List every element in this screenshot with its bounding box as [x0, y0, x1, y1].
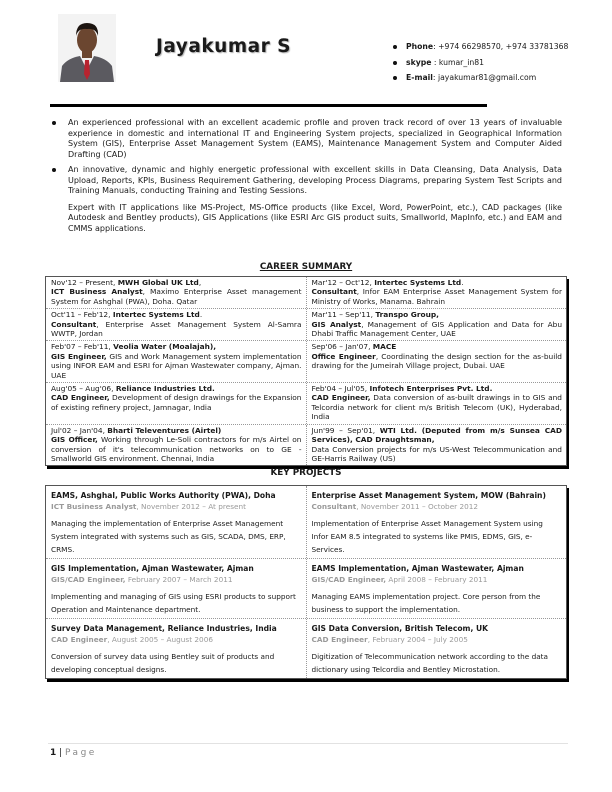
project-title: EAMS Implementation, Ajman Wastewater, Ajman [311, 564, 524, 573]
project-role: GIS/CAD Engineer, [51, 575, 126, 584]
project-dates: February 2007 – March 2011 [125, 575, 233, 584]
footer-divider [48, 743, 568, 744]
project-role: Consultant [311, 502, 357, 511]
career-entry [46, 383, 307, 424]
job-description: GIS and Work Management system implementation using INFOR EAM and ESRI for Ajman Wastewater company, Ajman. UAE [51, 351, 302, 380]
company-name: MWH Global UK Ltd [117, 278, 199, 287]
profile-summary [50, 118, 562, 234]
project-title: Enterprise Asset Management System, MOW (Bahrain) [311, 491, 546, 500]
profile-photo [58, 14, 116, 82]
contact-list [392, 42, 568, 89]
skype-label: skype [406, 57, 432, 67]
company-punct: . [461, 278, 464, 287]
project-title: Survey Data Management, Reliance Industries, India [51, 624, 277, 633]
project-role: CAD Engineer [311, 635, 368, 644]
job-description: Working through Le-Soli contractors for m/s Airtel on conversion of it's telecommunication networks on to GE - Smallworld GIS environment. Chennai, India [51, 435, 302, 463]
company-name: Infotech Enterprises Pvt. Ltd. [369, 384, 493, 394]
company-name: WTI Ltd. (Deputed from m/s Sunsea CAD Services), CAD Draughtsman, [311, 425, 562, 445]
project-description: Conversion of survey data using Bentley suit of products and developing conceptual designs. [51, 652, 275, 674]
contact-skype [392, 58, 568, 74]
project-entry [46, 559, 307, 618]
project-role: ICT Business Analyst [51, 502, 137, 511]
career-entry [307, 309, 567, 340]
project-dates: , November 2012 – At present [136, 502, 246, 511]
job-description: , Management of GIS Application and Data for Abu Dhabi Traffic Management Center, UAE [311, 319, 562, 339]
company-name: Bharti Televentures (Airtel) [107, 425, 222, 435]
project-role: CAD Engineer [51, 635, 108, 644]
career-summary-table [45, 276, 567, 466]
career-row [46, 341, 566, 383]
job-description: , Coordinating the design section for the as-build drawing for the Jumeirah Village project, Dubai. UAE [311, 351, 563, 371]
company-name: Transpo Group, [375, 310, 439, 320]
page-number: 1 [50, 748, 57, 758]
job-description: Development of design drawings for the Expansion of existing refinery project, Jamnagar, India [51, 393, 302, 412]
job-description: , Infor EAM Enterprise Asset Management System for Ministry of Works, Manama. Bahrain [311, 287, 562, 306]
project-role-line [51, 574, 301, 585]
career-entry [307, 425, 567, 466]
company-name: Intertec Systems Ltd [112, 310, 200, 320]
employment-period: Mar'11 – Sep'11, [311, 310, 376, 320]
company-punct: , [198, 278, 202, 287]
company-name: Reliance Industries Ltd. [115, 384, 215, 394]
career-entry [46, 425, 307, 466]
project-dates: , February 2004 – July 2005 [367, 635, 468, 644]
job-description: , Enterprise Asset Management System Al-Samra WWTP, Jordan [51, 319, 302, 339]
project-description: Implementing and managing of GIS using ESRI products to support Operation and Maintenance department. [51, 592, 296, 614]
project-role: GIS/CAD Engineer, [311, 575, 387, 584]
page-footer [50, 748, 97, 758]
project-row [46, 619, 566, 678]
employment-period: Oct'11 – Feb'12, [51, 310, 113, 320]
job-role: Consultant [311, 287, 357, 297]
skype-value: : kumar_in81 [431, 57, 484, 67]
career-entry [307, 277, 567, 308]
career-summary-heading: CAREER SUMMARY [259, 262, 353, 272]
summary-bullet: An innovative, dynamic and highly energetic professional with excellent skills in Data Cleansing, Data Analysis, Data Upload, Reports, KPIs, Business Requirement Gathering, developing Process Diagrams, preparing System Test Scripts and Training Manuals, conducting Training and Testing Sessions. [50, 165, 562, 197]
contact-phone [392, 42, 568, 58]
career-entry [46, 277, 307, 308]
company-name: MACE [372, 342, 397, 352]
project-description: Implementation of Enterprise Asset Management System using Infor EAM 8.5 integrated to systems like PMIS, EDMS, GIS, e-Services. [311, 519, 543, 554]
company-name: Intertec Systems Ltd [374, 278, 462, 287]
project-title: GIS Implementation, Ajman Wastewater, Ajman [51, 564, 254, 573]
job-description: Data Conversion projects for m/s US-West Telecommunication and GE-Harris Railway (US) [311, 444, 562, 463]
project-dates: April 2008 – February 2011 [386, 575, 488, 584]
summary-bullet: An experienced professional with an excellent academic profile and proven track record of over 13 years of invaluable experience in domestic and international IT and Engineering System projects, specialized in Geographical Information System (GIS), Enterprise Asset Management System (EAMS), Maintenance Management System and Computer Aided Drafting (CAD) [50, 118, 562, 160]
contact-email [392, 73, 568, 89]
email-value[interactable]: : jayakumar81@gmail.com [432, 73, 537, 82]
candidate-name: Jayakumar S [156, 36, 291, 57]
project-role-line [312, 634, 562, 645]
career-row [46, 383, 566, 425]
key-projects-table [45, 485, 567, 679]
project-dates: , August 2005 – August 2006 [107, 635, 213, 644]
career-entry [46, 341, 307, 382]
job-description: , Maximo Enterprise Asset management System for Ashghal (PWA), Doha. Qatar [51, 287, 302, 306]
employment-period: Sep'06 – Jan'07, [311, 342, 373, 352]
employment-period: Feb'07 – Feb'11, [51, 342, 114, 352]
employment-period: Feb'04 – Jul'05, [311, 384, 370, 394]
job-role: GIS Analyst [311, 319, 362, 329]
project-entry [307, 486, 567, 558]
project-entry [307, 619, 567, 678]
footer-separator: | [56, 748, 66, 758]
employment-period: Mar'12 – Oct'12, [311, 278, 375, 287]
project-role-line [51, 501, 301, 512]
career-entry [46, 309, 307, 340]
job-role: GIS Officer, [51, 435, 98, 445]
project-entry [46, 619, 307, 678]
employment-period: Aug'05 – Aug'06, [51, 384, 116, 394]
company-name: Veolia Water (Moalajah), [113, 342, 217, 352]
project-role-line [312, 501, 562, 512]
page-label: Page [65, 748, 97, 758]
project-title: GIS Data Conversion, British Telecom, UK [311, 624, 489, 633]
job-role: CAD Engineer, [51, 393, 110, 403]
project-entry [46, 486, 307, 558]
career-entry [307, 383, 567, 424]
project-description: Digitization of Telecommunication network according to the data dictionary using Telcordia and Bentley Microstation. [311, 652, 549, 674]
career-row [46, 277, 566, 309]
job-role: GIS Engineer, [51, 351, 107, 361]
employment-period: Jul'02 – Jan'04, [51, 425, 108, 435]
job-role: Consultant [51, 319, 97, 329]
project-row [46, 486, 566, 559]
header-divider [50, 104, 487, 107]
employment-period: Jun'99 – Sep'01, [311, 425, 380, 435]
career-row [46, 425, 566, 466]
project-row [46, 559, 566, 619]
summary-paragraph: Expert with IT applications like MS-Project, MS-Office products (like Excel, Word, PowerPoint, etc.), CAD packages (like Autodesk and Bentley products), GIS Applications (like ESRI Arc GIS product suits, Smallworld, MapInfo, etc.) and EAM and CMMS applications. [68, 202, 562, 233]
job-role: Office Engineer [311, 351, 376, 361]
job-role: ICT Business Analyst [51, 287, 143, 297]
email-label: E-mail [406, 73, 433, 82]
project-role-line [312, 574, 562, 585]
career-entry [307, 341, 567, 382]
job-description: Data conversion of as-built drawings in to GIS and Telcordia network for client m/s British Telecom (UK), Hyderabad, India [311, 393, 562, 422]
project-description: Managing EAMS implementation project. Core person from the business to support the implementation. [311, 592, 541, 614]
project-dates: , November 2011 – October 2012 [356, 502, 479, 511]
phone-label: Phone [406, 42, 434, 51]
project-description: Managing the implementation of Enterprise Asset Management System integrated with systems such as GIS, SCADA, DMS, ERP, CRMS. [51, 519, 286, 554]
company-punct: . [199, 310, 203, 320]
job-role: CAD Engineer, [311, 393, 371, 403]
project-role-line [51, 634, 301, 645]
employment-period: Nov'12 – Present, [51, 278, 118, 287]
project-entry [307, 559, 567, 618]
career-row [46, 309, 566, 341]
project-title: EAMS, Ashghal, Public Works Authority (PWA), Doha [51, 491, 276, 500]
key-projects-heading: KEY PROJECTS [270, 468, 342, 478]
phone-value: : +974 66298570, +974 33781368 [433, 42, 569, 51]
